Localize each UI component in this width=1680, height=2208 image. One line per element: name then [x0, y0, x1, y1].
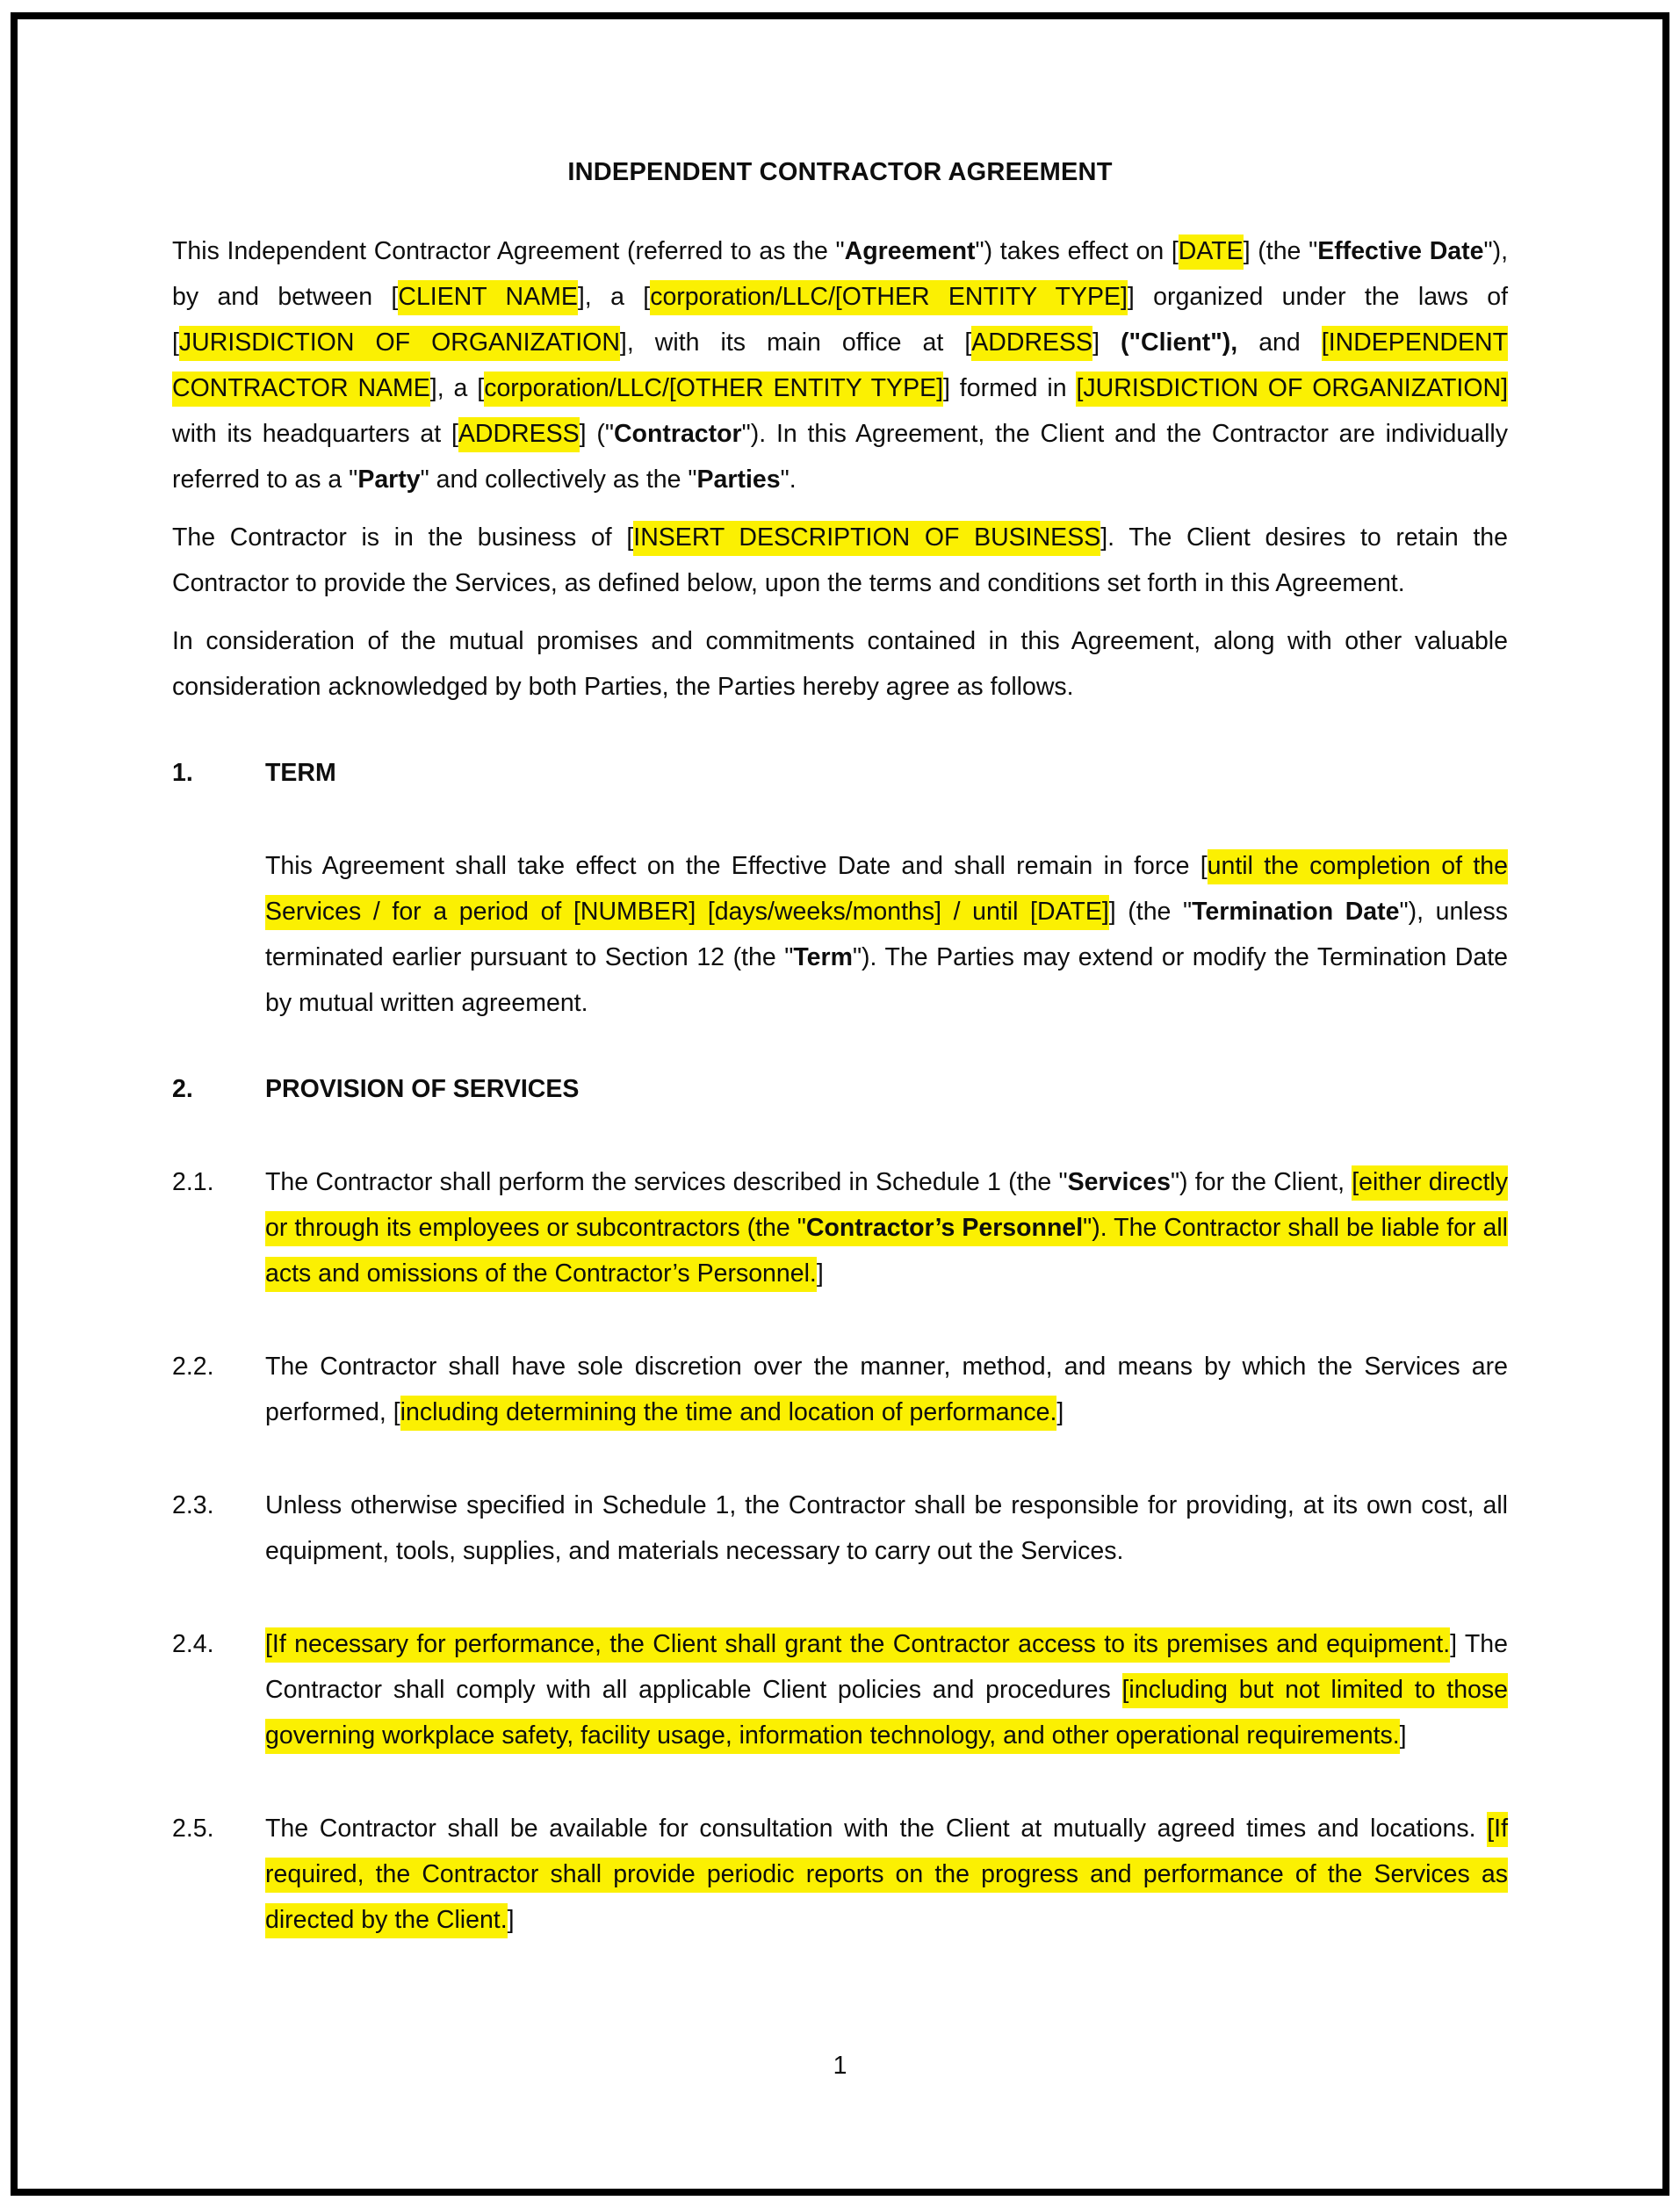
text-run: Termination Date	[1192, 898, 1400, 926]
page-number: 1	[833, 2052, 847, 2080]
clause-2-2	[172, 1344, 1508, 1435]
text-run: " and collectively as the "	[420, 465, 697, 494]
text-run: ], with its main office at [	[619, 328, 972, 357]
highlighted-placeholder-text: until the completion of the Services / for a period of [NUMBER] [days/weeks/months] / until [DATE]	[265, 849, 1508, 930]
text-run: ]	[507, 1906, 515, 1934]
text-run: ]	[1092, 328, 1121, 357]
text-run: ], a [	[429, 374, 485, 402]
text-run: This Independent Contractor Agreement (referred to as the "	[172, 237, 845, 265]
clause-2-5	[172, 1806, 1508, 1943]
highlighted-placeholder-text: Contractor’s Personnel	[806, 1211, 1083, 1246]
section-2-number: 2.	[172, 1075, 193, 1103]
clause-2-5-text	[265, 1806, 1508, 1943]
highlighted-placeholder-text: [If necessary for performance, the Client shall grant the Contractor access to its premises and equipment.	[265, 1627, 1450, 1663]
clause-2-4	[172, 1621, 1508, 1758]
text-run: "). The Parties may extend or modify the Termination Date by mutual written agreement.	[265, 943, 1508, 1017]
text-run: In consideration of the mutual promises and commitments contained in this Agreement, along with other valuable consideration acknowledged by both Parties, the Parties hereby agree as follows.	[172, 627, 1508, 701]
text-run: ] formed in	[943, 374, 1077, 402]
text-run: ]. The Client desires to retain the Contractor to provide the Services, as defined below, upon the terms and conditions set forth in this Agreement.	[172, 523, 1508, 597]
section-provision-of-services	[172, 1066, 1508, 1943]
text-run: ] The Contractor shall comply with all applicable Client policies and procedures	[265, 1630, 1508, 1704]
text-run: The Contractor shall have sole discretion over the manner, method, and means by which the Services are performed, [	[265, 1353, 1508, 1426]
text-run: The Contractor is in the business of [	[172, 523, 634, 552]
clause-2-3-number: 2.3.	[172, 1491, 214, 1519]
highlighted-placeholder-text: "). The Contractor shall be liable for all acts and omissions of the Contractor’s Personnel.	[265, 1211, 1508, 1292]
highlighted-placeholder-text: [JURISDICTION OF ORGANIZATION]	[1076, 372, 1508, 407]
intro-paragraph-2	[172, 515, 1508, 606]
highlighted-placeholder-text: ADDRESS	[458, 417, 580, 452]
clause-2-5-number: 2.5.	[172, 1815, 214, 1843]
text-run: ] (the "	[1108, 898, 1193, 926]
text-run: Unless otherwise specified in Schedule 1, the Contractor shall be responsible for providing, at its own cost, all equipment, tools, supplies, and materials necessary to carry out the Services.	[265, 1491, 1508, 1565]
highlighted-placeholder-text: [either directly or through its employees or subcontractors (the "	[265, 1165, 1508, 1246]
clause-2-3	[172, 1483, 1508, 1574]
clause-2-1-text	[265, 1159, 1508, 1296]
text-run: and	[1237, 328, 1322, 357]
intro-paragraph-1	[172, 228, 1508, 502]
highlighted-placeholder-text: corporation/LLC/[OTHER ENTITY TYPE]	[484, 372, 943, 407]
text-run: ], a [	[577, 283, 651, 311]
text-run: ] ("	[579, 420, 614, 448]
highlighted-placeholder-text: [If required, the Contractor shall provide periodic reports on the progress and performance of the Services as directed by the Client.	[265, 1812, 1508, 1938]
text-run: ]	[1399, 1721, 1407, 1750]
text-run: Party	[357, 465, 421, 494]
section-term	[172, 750, 1508, 1026]
section-2-heading: PROVISION OF SERVICES	[265, 1075, 580, 1103]
highlighted-placeholder-text: ADDRESS	[971, 326, 1092, 361]
text-run: ] (the "	[1243, 237, 1318, 265]
text-run: This Agreement shall take effect on the Effective Date and shall remain in force [	[265, 852, 1208, 880]
highlighted-placeholder-text: INSERT DESCRIPTION OF BUSINESS	[633, 521, 1100, 556]
text-run: Contractor	[613, 420, 742, 448]
text-run: "), by and between [	[172, 237, 1509, 311]
highlighted-placeholder-text: CLIENT NAME	[398, 280, 578, 315]
text-run: ] organized under the laws of [	[172, 283, 1508, 357]
clause-2-4-text	[265, 1621, 1508, 1758]
clause-2-4-number: 2.4.	[172, 1630, 214, 1658]
text-run: Agreement	[844, 237, 976, 265]
section-1-number: 1.	[172, 759, 193, 787]
highlighted-placeholder-text: DATE	[1179, 235, 1244, 270]
section-1-paragraph	[265, 843, 1508, 1026]
section-2-heading-row	[172, 1066, 1508, 1112]
clause-2-2-number: 2.2.	[172, 1353, 214, 1381]
text-run: ]	[816, 1259, 824, 1288]
text-run: "). In this Agreement, the Client and the Contractor are individually referred to as a "	[172, 420, 1508, 494]
text-run: The Contractor shall perform the services described in Schedule 1 (the "	[265, 1168, 1068, 1196]
text-run: Term	[793, 943, 853, 971]
text-run: "), unless terminated earlier pursuant to Section 12 (the "	[265, 898, 1509, 971]
highlighted-placeholder-text: [including but not limited to those governing workplace safety, facility usage, information technology, and other operational requirements.	[265, 1673, 1508, 1754]
document-title: INDEPENDENT CONTRACTOR AGREEMENT	[567, 158, 1113, 186]
clause-2-1	[172, 1159, 1508, 1296]
section-1-heading-row	[172, 750, 1508, 796]
text-run: ]	[1056, 1398, 1064, 1426]
text-run: ".	[780, 465, 797, 494]
highlighted-placeholder-text: JURISDICTION OF ORGANIZATION	[179, 326, 620, 361]
highlighted-placeholder-text: corporation/LLC/[OTHER ENTITY TYPE]	[650, 280, 1128, 315]
clause-2-3-text	[265, 1483, 1508, 1574]
clause-2-2-text	[265, 1344, 1508, 1435]
text-run: with its headquarters at [	[172, 420, 458, 448]
highlighted-placeholder-text: [INDEPENDENT CONTRACTOR NAME	[172, 326, 1508, 407]
text-run: ("Client"),	[1121, 328, 1238, 357]
text-run: ") takes effect on [	[975, 237, 1179, 265]
document-content	[172, 149, 1508, 1943]
text-run: Services	[1067, 1168, 1171, 1196]
section-1-heading: TERM	[265, 759, 336, 787]
text-run: Parties	[696, 465, 781, 494]
highlighted-placeholder-text: including determining the time and location of performance.	[400, 1396, 1057, 1431]
intro-paragraph-3	[172, 618, 1508, 710]
clause-2-1-number: 2.1.	[172, 1168, 214, 1196]
text-run: ") for the Client,	[1170, 1168, 1352, 1196]
text-run: The Contractor shall be available for consultation with the Client at mutually agreed times and locations.	[265, 1815, 1488, 1843]
text-run: Effective Date	[1317, 237, 1484, 265]
